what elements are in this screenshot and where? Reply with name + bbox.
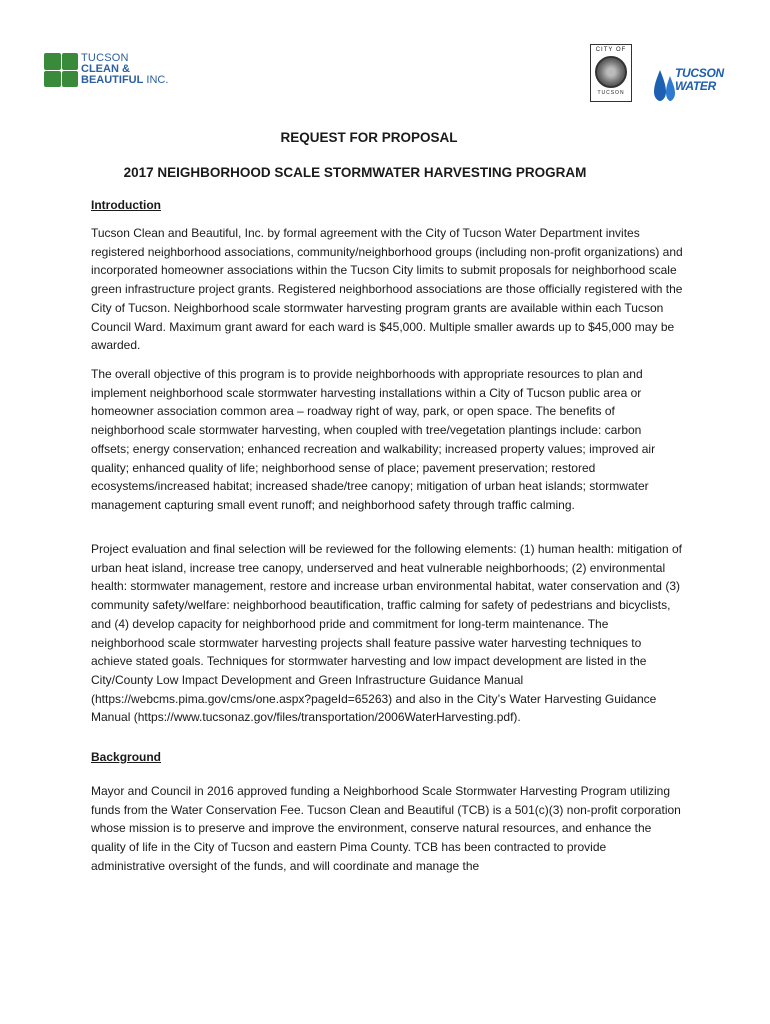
seal-top-text: CITY OF xyxy=(595,47,627,53)
tcb-logo xyxy=(44,53,168,87)
tucson-water-logo-text: TUCSON WATER xyxy=(675,66,724,93)
section-heading-background: Background xyxy=(91,750,162,764)
tcb-leaf-icon xyxy=(44,53,78,87)
city-of-tucson-seal xyxy=(590,44,632,102)
seal-emblem-icon xyxy=(595,56,627,88)
intro-paragraph-2: The overall objective of this program is to provide neighborhoods with appropriate resources to plan and implement neighborhood scale stormwater harvesting installations within a City of Tucson public area or homeowner association common area – roadway right of way, park, or open space. The benefits of neighborhood scale stormwater harvesting, when coupled with tree/vegetation plantings include: carbon offsets; energy conservation; enhanced recreation and walkability; increased property values; improved air quality; enhanced quality of life; neighborhood sense of place; pavement preservation; restored ecosystems/increased habitat; increased shade/tree canopy; mitigation of urban heat islands; stormwater management capturing small event runoff; and neighborhood safety through traffic calming. xyxy=(91,367,656,512)
tcb-logo-line1: TUCSON xyxy=(81,52,129,64)
seal-bottom-text: TUCSON xyxy=(597,90,625,96)
document-title: REQUEST FOR PROPOSAL xyxy=(280,130,458,145)
document-subtitle: 2017 NEIGHBORHOOD SCALE STORMWATER HARVESTING PROGRAM xyxy=(123,165,587,180)
intro-paragraph-3: Project evaluation and final selection will be reviewed for the following elements: (1) human health: mitigation of urban heat island, increase tree canopy, underserved and heat vulnerable neighborhoods; (2) environmental health: stormwater management, restore and increase urban environmental habitat, water conservation and (3) community safety/welfare: neighborhood beautification, traffic calming for safety of pedestrians and bicyclists, and (4) develop capacity for neighborhood pride and commitment for long-term maintenance. The neighborhood scale stormwater harvesting projects shall feature passive water harvesting techniques to achieve stated goals. Techniques for stormwater harvesting and low impact development are listed in the City/County Low Impact Development and Green Infrastructure Guidance Manual (https://webcms.pima.gov/cms/one.aspx?pageId=65263) and also in the City’s Water Harvesting Guidance Manual (https://www.tucsonaz.gov/files/transportation/2006WaterHarvesting.pdf). xyxy=(91,542,682,725)
tcb-logo-line2: CLEAN & xyxy=(81,63,130,75)
tcb-logo-line3: BEAUTIFUL INC. xyxy=(81,74,169,86)
section-heading-introduction: Introduction xyxy=(91,198,161,212)
background-paragraph-1: Mayor and Council in 2016 approved funding a Neighborhood Scale Stormwater Harvesting Program utilizing funds from the Water Conservation Fee. Tucson Clean and Beautiful (TCB) is a 501(c)(3) non-profit corporation whose mission is to preserve and improve the environment, conserve natural resources, and enhance the quality of life in the City of Tucson and eastern Pima County. TCB has been contracted to provide administrative oversight of the funds, and will coordinate and manage the xyxy=(91,784,681,873)
intro-paragraph-1: Tucson Clean and Beautiful, Inc. by formal agreement with the City of Tucson Water Department invites registered neighborhood associations, community/neighborhood groups (including non-profit organizations) and incorporated homeowner associations within the Tucson City limits to submit proposals for neighborhood scale green infrastructure project grants. Registered neighborhood associations are those officially registered with the City of Tucson. Neighborhood scale stormwater harvesting program grants are available within each Tucson Council Ward. Maximum grant award for each ward is $45,000. Multiple smaller awards up to $45,000 may be awarded. xyxy=(91,226,683,353)
